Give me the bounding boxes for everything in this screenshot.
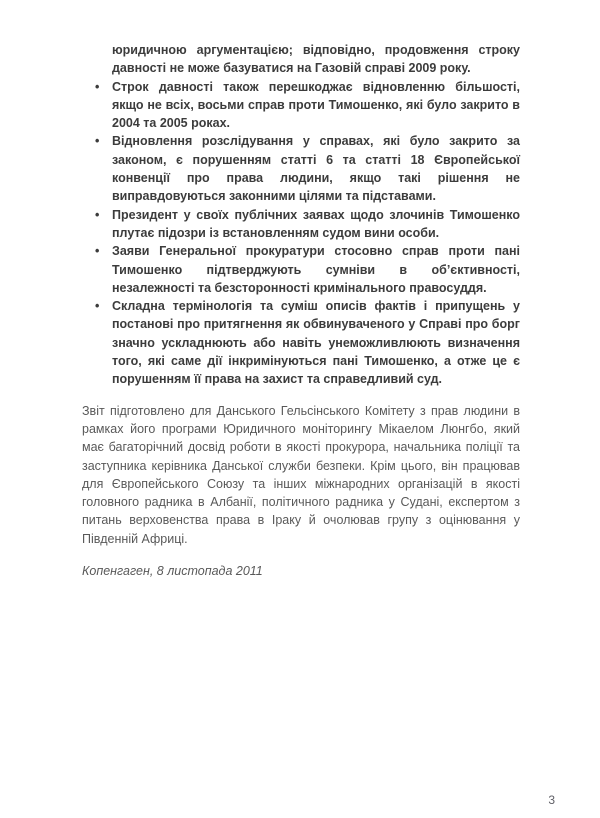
bullet-item-continuation: [82, 41, 520, 78]
bullet-text: Заяви Генеральної прокуратури стосовно справ проти пані Тимошенко підтверджують сумніви в об’єктивності, незалежності та безсторонності кримінального правосуддя.: [112, 244, 520, 295]
bullet-text: Строк давності також перешкоджає відновленню більшості, якщо не всіх, восьми справ проти Тимошенко, які було закрито в 2004 та 2005 роках.: [112, 79, 520, 131]
bullet-continuation-text: юридичною аргументацією; відповідно, продовження строку давності не може базуватися на Газовій справі 2009 року.: [112, 43, 520, 76]
bullet-item: [82, 78, 520, 133]
dateline: Копенгаген, 8 листопада 2011: [82, 564, 263, 579]
bullet-text: Відновлення розслідування у справах, які було закрито за законом, є порушенням статті 6 та статті 18 Європейської конвенції про права людини, якщо такі рішення не виправдовуються законними цілями та підставами.: [112, 134, 520, 204]
bullet-text: Складна термінологія та суміш описів фактів і припущень у постанові про притягнення як обвинуваченого у Справі про борг значно ускладнюють або навіть унеможливлюють визначення того, які саме дії інкримінуються пані Тимошенко, а отже це є порушенням її права на захист та справедливий суд.: [112, 299, 520, 387]
page-content: [82, 41, 520, 580]
bullet-icon: •: [95, 207, 100, 222]
bullet-item: [82, 206, 520, 243]
bullet-icon: •: [95, 134, 100, 149]
bullet-list: [82, 41, 520, 389]
bullet-item: [82, 132, 520, 205]
bullet-icon: •: [95, 299, 100, 314]
bullet-item: [82, 297, 520, 388]
page-number: 3: [548, 793, 555, 807]
bullet-text: Президент у своїх публічних заявах щодо злочинів Тимошенко плутає підозри із встановленням судом вини особи.: [112, 207, 520, 240]
credits-paragraph: Звіт підготовлено для Данського Гельсінського Комітету з прав людини в рамках його програми Юридичного моніторингу Мікаелом Люнгбо, який має багаторічний досвід роботи в якості прокурора, начальника поліції та заступника керівника Данської служби безпеки. Крім цього, він працював для Європейського Союзу та інших міжнародних організацій в якості головного радника в Албанії, політичного радника у Судані, експертом з питань верховенства права в Іраку й очолював групу з оцінювання у Південній Африці.: [82, 403, 520, 546]
bullet-icon: •: [95, 244, 100, 259]
bullet-item: [82, 242, 520, 297]
bullet-icon: •: [95, 79, 100, 94]
